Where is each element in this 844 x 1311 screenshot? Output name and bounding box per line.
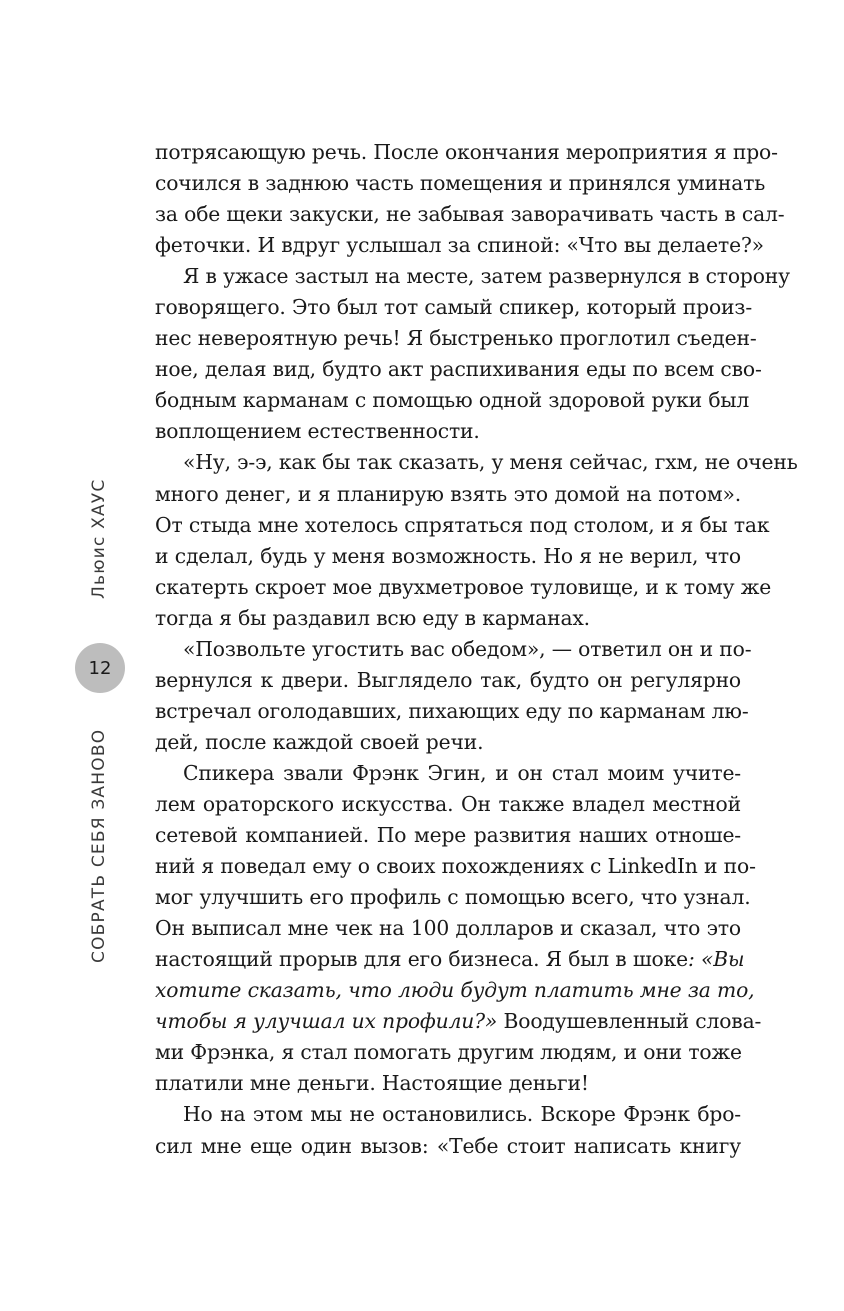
text-line: говорящего. Это был тот самый спикер, который произ- — [155, 295, 753, 320]
text-segment: настоящий прорыв для его бизнеса. Я был в шоке — [155, 947, 688, 972]
italic-quote: чтобы я улучшал их профили?» — [155, 1009, 498, 1034]
text-segment: Воодушевленный слова- — [497, 1009, 762, 1034]
text-line: потрясающую речь. После окончания мероприятия я про- — [155, 140, 778, 164]
italic-quote: : «Вы — [688, 947, 745, 972]
running-header-book-title: СОБРАТЬ СЕБЯ ЗАНОВО — [89, 728, 109, 963]
text-line — [155, 944, 745, 975]
text-line: Он выписал мне чек на 100 долларов и сказал, что это — [155, 916, 741, 941]
text-line: Спикера звали Фрэнк Эгин, и он стал моим учите- — [183, 760, 741, 785]
text-line: нес невероятную речь! Я быстренько проглотил съеден- — [155, 326, 757, 351]
text-line: воплощением естественности. — [155, 419, 480, 444]
text-line: сочился в заднюю часть помещения и принялся уминать — [155, 171, 766, 196]
text-line: ное, делая вид, будто акт распихивания еды по всем сво- — [155, 357, 762, 382]
text-line: тогда я бы раздавил всю еду в карманах. — [155, 605, 590, 630]
text-line: «Ну, э-э, как бы так сказать, у меня сейчас, гхм, не очень — [183, 450, 798, 475]
text-line: платили мне деньги. Настоящие деньги! — [155, 1071, 589, 1096]
text-line: ний я поведал ему о своих похождениях с LinkedIn и по- — [155, 854, 756, 879]
text-line: От стыда мне хотелось спрятаться под столом, и я бы так — [155, 512, 770, 537]
text-line: Я в ужасе застыл на месте, затем развернулся в сторону — [183, 264, 790, 289]
text-line: скатерть скроет мое двухметровое туловище, и к тому же — [155, 574, 772, 599]
text-line: за обе щеки закуски, не забывая заворачивать часть в сал- — [155, 202, 785, 227]
text-line: мог улучшить его профиль с помощью всего, что узнал. — [155, 885, 751, 910]
italic-quote-line: хотите сказать, что люди будут платить мне за то, — [155, 978, 755, 1003]
text-line: сетевой компанией. По мере развития наших отноше- — [155, 823, 741, 848]
text-line: лем ораторского искусства. Он также владел местной — [155, 791, 741, 816]
text-line: бодным карманам с помощью одной здоровой руки был — [155, 388, 750, 413]
running-header-author: Льюис ХАУС — [89, 478, 109, 599]
text-line: «Позвольте угостить вас обедом», — ответил он и по- — [183, 636, 752, 661]
text-line: встречал оголодавших, пихающих еду по карманам лю- — [155, 698, 749, 723]
page-number-badge: 12 — [75, 643, 125, 693]
text-line — [155, 1006, 762, 1037]
text-line: и сделал, будь у меня возможность. Но я не верил, что — [155, 543, 741, 568]
text-line: много денег, и я планирую взять это домой на потом». — [155, 481, 741, 506]
text-line: Но на этом мы не остановились. Вскоре Фрэнк бро- — [183, 1102, 741, 1127]
text-line: ми Фрэнка, я стал помогать другим людям, и они тоже — [155, 1040, 742, 1065]
text-line: дей, после каждой своей речи. — [155, 729, 484, 754]
text-line: вернулся к двери. Выглядело так, будто он регулярно — [155, 667, 741, 692]
text-line: феточки. И вдруг услышал за спиной: «Что вы делаете?» — [155, 233, 764, 258]
text-line: сил мне еще один вызов: «Тебе стоит написать книгу — [155, 1133, 741, 1158]
page-body-text — [155, 137, 798, 1162]
